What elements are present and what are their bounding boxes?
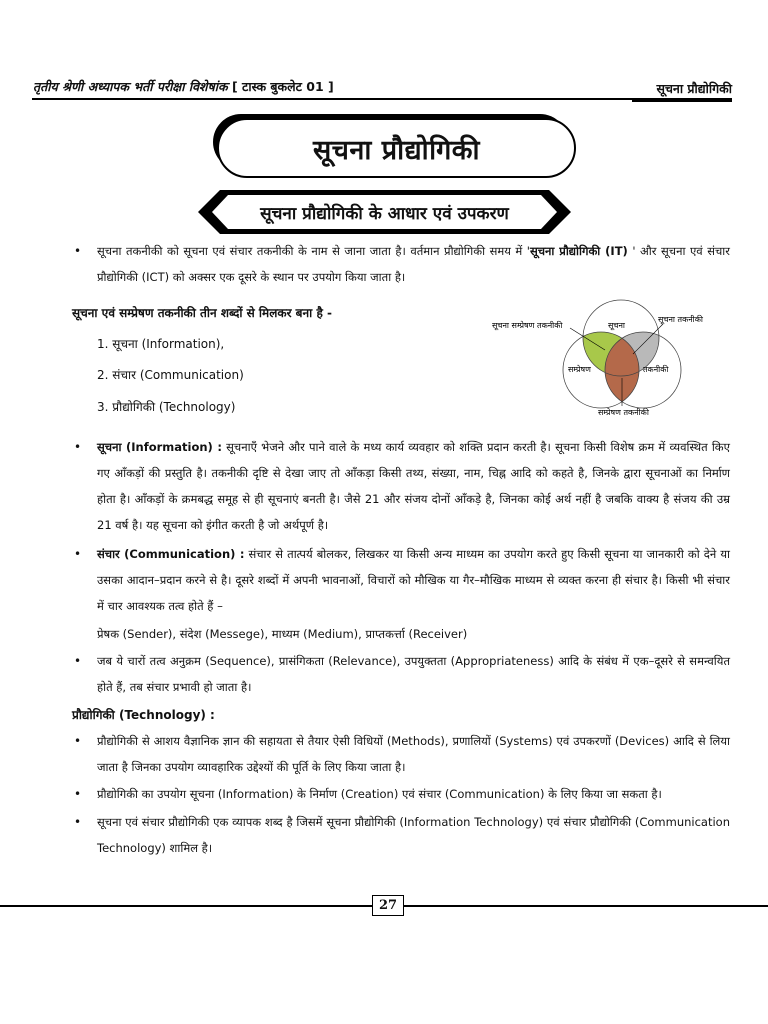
information-text: सूचनाएँ भेजने और पाने वाले के मध्य कार्य व्यवहार को शक्ति प्रदान करती है। सूचना किसी विशेष क्रम में व्यवस्थित किए गए आँकड़ों की प्रस्तुति है। तकनीकी दृष्टि से देखा जाए तो आँकड़ा किसी तथ्य, संख्या, नाम, चिह्न आदि को कहते है, जिनके द्वारा सूचनाओं का निर्माण होता है। आँकड़ों के क्रमबद्ध समूह से ही सूचनाएं बनती है। जैसे 21 और संजय दोनों आँकड़े है, जिनका कोई अर्थ नहीं है जबकि वाक्य है संजय की उम्र 21 वर्ष है। यह सूचना को इंगीत करती है जो अर्थपूर्ण है।: [97, 440, 730, 532]
information-label: सूचना (Information) :: [97, 440, 222, 454]
communication-sequence: जब ये चारों तत्व अनुक्रम (Sequence), प्रासंगिकता (Relevance), उपयुक्तता (Appropriateness) आदि के संबंध में एक–दूसरे से समन्वयित होते हैं, तब संचार प्रभावी हो जाता है।: [97, 654, 730, 694]
venn-label-comm: सम्प्रेषण: [568, 365, 591, 374]
technology-bullet: प्रौद्योगिकी से आशय वैज्ञानिक ज्ञान की सहायता से तैयार ऐसी विधियों (Methods), प्रणालियों (Systems) एवं उपकरणों (Devices) आदि से लिया जाता है जिनका उपयोग व्यावहारिक उद्देश्यों की पूर्ति के लिए किया जाता है।: [97, 734, 730, 774]
header-left: [33, 78, 334, 95]
technology-bullet: सूचना एवं संचार प्रौद्योगिकी एक व्यापक शब्द है जिसमें सूचना प्रौद्योगिकी (Information Technology) एवं संचार प्रौद्योगिकी (Communication Technology) शामिल है।: [97, 815, 730, 855]
bullet-dot: •: [74, 654, 82, 668]
bullet-dot: •: [74, 815, 82, 829]
header-exam-title: तृतीय श्रेणी अध्यापक भर्ती परीक्षा विशेषांक: [33, 79, 228, 94]
running-header: [33, 78, 732, 98]
header-rule-thick: [632, 99, 732, 102]
page-title: सूचना प्रौद्योगिकी: [312, 135, 481, 166]
intro-bold: सूचना प्रौद्योगिकी (IT): [529, 244, 628, 258]
bullet-dot: •: [74, 244, 82, 258]
communication-text: संचार से तात्पर्य बोलकर, लिखकर या किसी अन्य माध्यम का उपयोग करते हुए किसी सूचना या जानकारी को देने या उसका आदान–प्रदान करने से है। दूसरे शब्दों में अपनी भावनाओं, विचारों को मौखिक या गैर–मौखिक माध्यम से व्यक्त करना ही संचार है। किसी भी संचार में चार आवश्यक तत्व होते हैं –: [97, 547, 730, 613]
three-words-heading: सूचना एवं सम्प्रेषण तकनीकी तीन शब्दों से मिलकर बना है -: [72, 306, 332, 320]
title-box: [217, 118, 576, 178]
header-chapter: सूचना प्रौद्योगिकी: [656, 81, 732, 96]
bullet-dot: •: [74, 787, 82, 801]
list-item: 3. प्रौद्योगिकी (Technology): [97, 400, 236, 414]
venn-diagram: [488, 298, 728, 428]
intro-text-2: ' और सूचना एवं संचार प्रौद्योगिकी (ICT) को अक्सर एक दूसरे के स्थान पर उपयोग किया जाता है।: [97, 244, 730, 284]
technology-heading: प्रौद्योगिकी (Technology) :: [72, 708, 215, 722]
subtitle-banner: [198, 190, 571, 234]
communication-label: संचार (Communication) :: [97, 547, 245, 561]
section-subtitle: सूचना प्रौद्योगिकी के आधार एवं उपकरण: [260, 204, 509, 224]
technology-bullet: प्रौद्योगिकी का उपयोग सूचना (Information) के निर्माण (Creation) एवं संचार (Communication) के लिए किया जा सकता है।: [97, 787, 662, 801]
venn-label-tech: तकनीकी: [643, 365, 669, 374]
venn-label-bottom: सम्प्रेषण तकनीकी: [598, 408, 649, 417]
venn-label-comm-tech: सूचना सम्प्रेषण तकनीकी: [492, 321, 563, 330]
intro-text-1: सूचना तकनीकी को सूचना एवं संचार तकनीकी के नाम से जाना जाता है। वर्तमान प्रौद्योगिकी समय में ': [97, 244, 530, 258]
communication-elements: प्रेषक (Sender), संदेश (Messege), माध्यम (Medium), प्राप्तकर्त्ता (Receiver): [97, 627, 468, 641]
list-item: 2. संचार (Communication): [97, 368, 244, 382]
header-rule: [32, 98, 732, 100]
bullet-dot: •: [74, 440, 82, 454]
intro-paragraph: [97, 238, 730, 290]
information-paragraph: [97, 434, 730, 538]
list-item: 1. सूचना (Information),: [97, 337, 225, 351]
venn-label-info: सूचना: [608, 321, 625, 330]
page-number: 27: [372, 895, 404, 916]
bullet-dot: •: [74, 547, 82, 561]
header-booklet: [ टास्क बुकलेट 01 ]: [227, 79, 334, 94]
bullet-dot: •: [74, 734, 82, 748]
communication-paragraph: [97, 541, 730, 619]
venn-label-info-tech: सूचना तकनीकी: [658, 315, 703, 324]
